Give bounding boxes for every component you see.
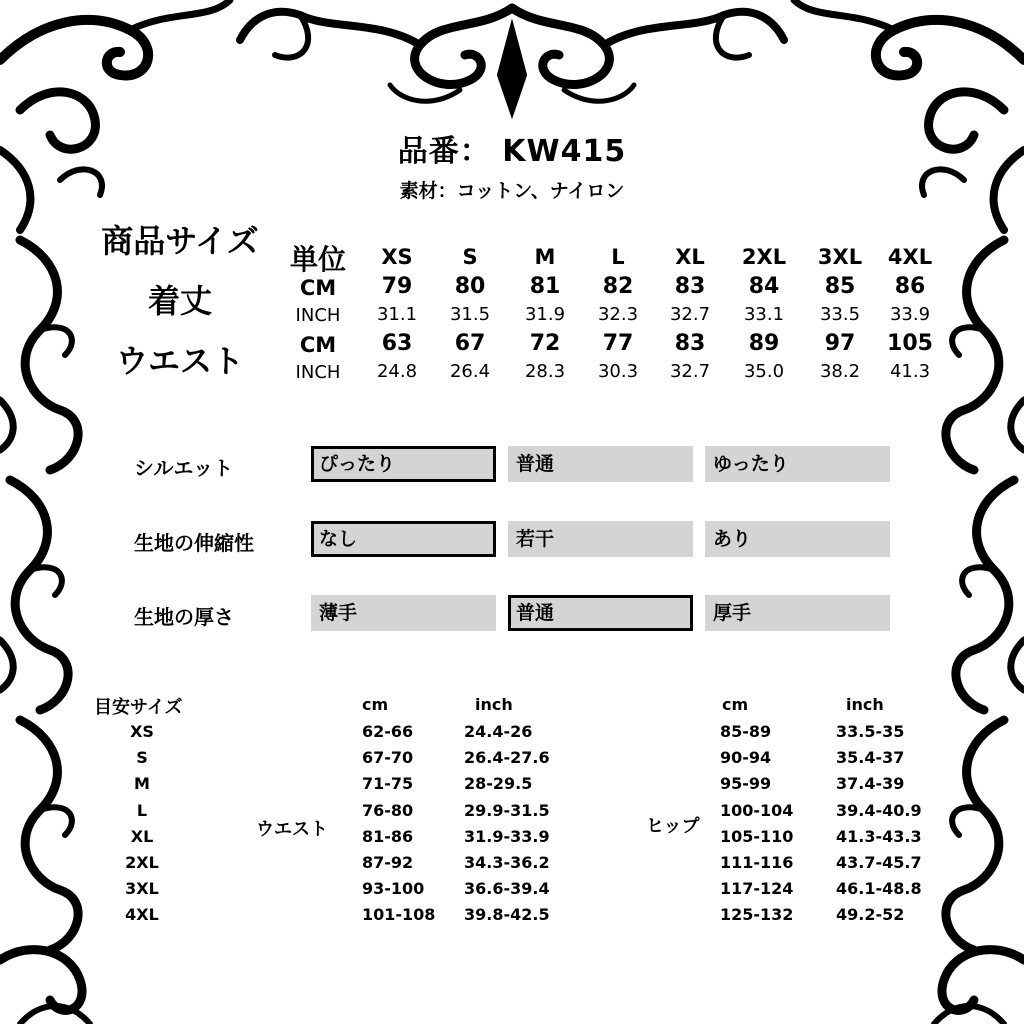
product-code: 品番： KW415 — [397, 134, 627, 169]
waist-cm-value: 77 — [602, 331, 634, 356]
attribute-option: ぴったり — [311, 446, 496, 482]
waist-cm-range: 87-92 — [362, 853, 414, 872]
top-crest-ornament — [240, 8, 784, 110]
hip-inch-range: 43.7-45.7 — [836, 853, 922, 872]
waist-cm-value: 105 — [887, 331, 933, 356]
length-inch-value: 32.7 — [669, 304, 711, 325]
attribute-option: 厚手 — [705, 595, 890, 631]
waist-inch-label: INCH — [295, 362, 341, 383]
length-inch-label: INCH — [295, 305, 341, 326]
waist-inch-range: 34.3-36.2 — [464, 853, 550, 872]
waist-cm-range: 62-66 — [362, 722, 414, 741]
hip-cm-range: 105-110 — [720, 827, 794, 846]
attribute-label: 生地の伸縮性 — [134, 531, 254, 555]
length-cm-value: 84 — [748, 274, 780, 299]
size-header: 2XL — [741, 245, 787, 269]
waist-cm-range: 67-70 — [362, 748, 414, 767]
attribute-option: 若干 — [508, 521, 693, 557]
guide-size-label: M — [134, 774, 150, 793]
length-cm-value: 81 — [529, 274, 561, 299]
length-cm-value: 79 — [381, 274, 413, 299]
length-cm-value: 82 — [602, 274, 634, 299]
hip-cm-range: 90-94 — [720, 748, 772, 767]
bottom-corner-ornaments — [0, 950, 1024, 1024]
waist-cm-value: 67 — [454, 331, 486, 356]
attribute-option: ゆったり — [705, 446, 890, 482]
waist-inch-value: 24.8 — [376, 361, 418, 382]
attribute-option: なし — [311, 521, 496, 557]
hip-cm-range: 100-104 — [720, 801, 794, 820]
length-inch-value: 33.9 — [889, 304, 931, 325]
length-inch-value: 31.1 — [376, 304, 418, 325]
waist-cm-range: 71-75 — [362, 774, 414, 793]
guide-size-label: XS — [130, 722, 154, 741]
waist-cm-value: 89 — [748, 331, 780, 356]
waist-inch-value: 38.2 — [819, 361, 861, 382]
size-header: XL — [675, 245, 705, 269]
length-inch-value: 32.3 — [597, 304, 639, 325]
guide-size-label: 3XL — [125, 879, 159, 898]
waist-cm-value: 83 — [674, 331, 706, 356]
hip-cm-range: 95-99 — [720, 774, 772, 793]
waist-inch-value: 30.3 — [597, 361, 639, 382]
hip-inch-range: 46.1-48.8 — [836, 879, 922, 898]
waist-inch-range: 26.4-27.6 — [464, 748, 550, 767]
length-cm-value: 83 — [674, 274, 706, 299]
length-inch-value: 31.5 — [449, 304, 491, 325]
waist-inch-value: 41.3 — [889, 361, 931, 382]
length-row-label: 着丈 — [147, 282, 212, 320]
attribute-option: 普通 — [508, 595, 693, 631]
waist-cm-value: 72 — [529, 331, 561, 356]
size-guide-title: 目安サイズ — [94, 697, 183, 718]
hip-inch-range: 41.3-43.3 — [836, 827, 922, 846]
waist-inch-range: 29.9-31.5 — [464, 801, 550, 820]
length-inch-value: 31.9 — [524, 304, 566, 325]
waist-inch-value: 32.7 — [669, 361, 711, 382]
waist-inch-range: 24.4-26 — [464, 722, 533, 741]
waist-cm-value: 97 — [824, 331, 856, 356]
size-header: XS — [381, 245, 413, 269]
unit-header: 単位 — [289, 243, 346, 276]
attribute-label: 生地の厚さ — [134, 605, 234, 629]
waist-cm-header: cm — [362, 695, 389, 714]
waist-cm-label: CM — [299, 333, 337, 357]
length-inch-value: 33.5 — [819, 304, 861, 325]
size-header: L — [611, 245, 625, 269]
hip-guide-label: ヒップ — [646, 816, 700, 837]
length-cm-value: 86 — [894, 274, 926, 299]
waist-inch-value: 28.3 — [524, 361, 566, 382]
hip-inch-header: inch — [846, 695, 884, 714]
right-side-ornament — [946, 240, 1024, 950]
material-text: 素材：コットン、ナイロン — [399, 180, 625, 202]
waist-cm-range: 101-108 — [362, 905, 436, 924]
waist-inch-header: inch — [475, 695, 513, 714]
waist-inch-value: 35.0 — [743, 361, 785, 382]
size-header: S — [462, 245, 478, 269]
size-header: 4XL — [887, 245, 933, 269]
waist-inch-range: 28-29.5 — [464, 774, 533, 793]
size-header: M — [534, 245, 556, 269]
length-cm-value: 80 — [454, 274, 486, 299]
hip-cm-range: 117-124 — [720, 879, 794, 898]
waist-inch-value: 26.4 — [449, 361, 491, 382]
waist-cm-value: 63 — [381, 331, 413, 356]
left-side-ornament — [0, 240, 78, 950]
size-header: 3XL — [817, 245, 863, 269]
attribute-option: 薄手 — [311, 595, 496, 631]
guide-size-label: 2XL — [125, 853, 159, 872]
guide-size-label: 4XL — [125, 905, 159, 924]
hip-inch-range: 39.4-40.9 — [836, 801, 922, 820]
hip-cm-header: cm — [722, 695, 749, 714]
size-section-label: 商品サイズ — [101, 222, 259, 260]
waist-cm-range: 93-100 — [362, 879, 425, 898]
attribute-option: あり — [705, 521, 890, 557]
attribute-label: シルエット — [134, 456, 234, 480]
waist-guide-label: ウエスト — [256, 819, 328, 840]
waist-inch-range: 31.9-33.9 — [464, 827, 550, 846]
waist-inch-range: 39.8-42.5 — [464, 905, 550, 924]
length-cm-value: 85 — [824, 274, 856, 299]
guide-size-label: XL — [130, 827, 154, 846]
guide-size-label: L — [136, 801, 148, 820]
attribute-option: 普通 — [508, 446, 693, 482]
guide-size-label: S — [136, 748, 148, 767]
waist-cm-range: 81-86 — [362, 827, 414, 846]
hip-inch-range: 35.4-37 — [836, 748, 905, 767]
hip-inch-range: 49.2-52 — [836, 905, 905, 924]
hip-cm-range: 111-116 — [720, 853, 794, 872]
waist-cm-range: 76-80 — [362, 801, 414, 820]
hip-inch-range: 33.5-35 — [836, 722, 905, 741]
hip-cm-range: 85-89 — [720, 722, 772, 741]
waist-row-label: ウエスト — [115, 342, 244, 380]
hip-inch-range: 37.4-39 — [836, 774, 905, 793]
hip-cm-range: 125-132 — [720, 905, 794, 924]
length-cm-label: CM — [299, 276, 337, 300]
waist-inch-range: 36.6-39.4 — [464, 879, 550, 898]
length-inch-value: 33.1 — [743, 304, 785, 325]
